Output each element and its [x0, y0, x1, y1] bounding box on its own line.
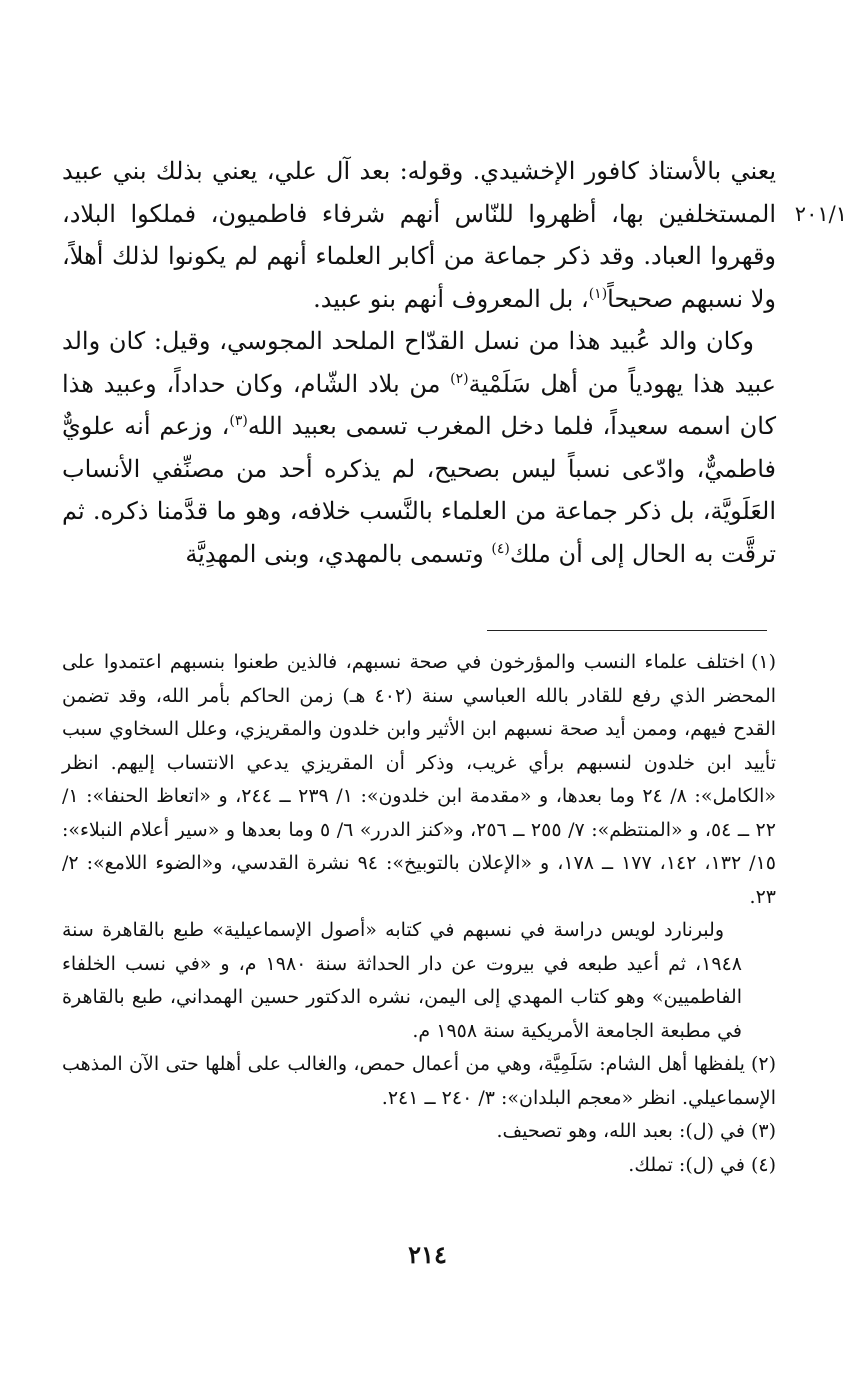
- footnote-separator: [487, 630, 767, 631]
- footnote-text: اختلف علماء النسب والمؤرخون في صحة نسبهم، فالذين طعنوا بنسبهم اعتمدوا على المحضر الذي رفع للقادر بالله العباسي سنة (٤٠٢ هـ) زمن الحاكم بأمر الله، وقد تضمن القدح فيهم، وممن أيد صحة نسبهم ابن الأثير وابن خلدون والمقريزي، وعلل السخاوي سبب تأييد ابن خلدون لنسبهم برأي غريب، وذكر أن المقريزي يدعي الانتساب إليهم. انظر «الكامل»: ٨/ ٢٤ وما بعدها، و «مقدمة ابن خلدون»: ١/ ٢٣٩ ــ ٢٤٤، و «اتعاظ الحنفا»: ١/ ٢٢ ــ ٥٤، و «المنتظم»: ٧/ ٢٥٥ ــ ٢٥٦، و«كنز الدرر» ٦/ ٥ وما بعدها و «سير أعلام النبلاء»: ١٥/ ١٣٢، ١٤٢، ١٧٧ ــ ١٧٨، و «الإعلان بالتوبيخ»: ٩٤ نشرة القدسي، و«الضوء اللامع»: ٢/ ٢٣.: [62, 651, 777, 908]
- text-segment: وتسمى بالمهدي، وبنى المهدِيَّة: [185, 539, 492, 568]
- footnotes: [62, 646, 776, 1182]
- footnote-number: (٤): [750, 1153, 776, 1176]
- footnote-1: [62, 646, 776, 1048]
- text-segment: يعني بالأستاذ كافور الإخشيدي. وقوله: بعد آل علي، يعني بذلك بني عبيد المستخلفين بها، أظهروا للنّاس أنهم شرفاء فاطميون، فملكوا البلاد، وقهروا العباد. وقد ذكر جماعة من أكابر العلماء أنهم لم يكونوا لذلك أهلاً، ولا نسبهم صحيحاً: [62, 157, 777, 313]
- footnote-4: [62, 1149, 776, 1183]
- footnote-continuation: ولبرنارد لويس دراسة في نسبهم في كتابه «أصول الإسماعيلية» طبع بالقاهرة سنة ١٩٤٨، ثم أعيد طبعه في بيروت عن دار الحداثة سنة ١٩٨٠ م، و «في نسب الخلفاء الفاطميين» وهو كتاب المهدي إلى اليمن، نشره الدكتور حسين الهمداني، طبع بالقاهرة في مطبعة الجامعة الأمريكية سنة ١٩٥٨ م.: [62, 919, 742, 1042]
- footnote-number: (٢): [750, 1053, 776, 1075]
- footnote-number: (٣): [750, 1120, 776, 1142]
- footnote-3: [62, 1115, 776, 1149]
- main-paragraph-2: [62, 320, 776, 575]
- footnote-ref-3: (٣): [229, 413, 248, 429]
- footnote-text: يلفظها أهل الشام: سَلَمِيَّة، وهي من أعمال حمص، والغالب على أهلها حتى الآن المذهب الإسماعيلي. انظر «معجم البلدان»: ٣/ ٢٤٠ ــ ٢٤١.: [62, 1053, 776, 1109]
- text-segment: ، وزعم أنه علويٌّ فاطميٌّ، وادّعى نسباً ليس بصحيح، لم يذكره أحد من مصنِّفي الأنساب العَلَويَّة، بل ذكر جماعة من العلماء بالنَّسب خلافه، وهو ما قدَّمنا ذكره. ثم ترقَّت به الحال إلى أن ملك: [62, 412, 776, 568]
- page-number: ٢١٤: [408, 1240, 447, 1269]
- footnote-text: في (ل): تملك.: [628, 1153, 745, 1176]
- footnote-2: [62, 1048, 776, 1115]
- footnote-ref-2: (٢): [450, 370, 469, 387]
- text-segment: من بلاد الشّام، وكان حداداً، وعبيد هذا كان اسمه سعيداً، فلما دخل المغرب تسمى بعبيد الله: [62, 369, 776, 440]
- footnote-ref-1: (١): [588, 285, 608, 302]
- margin-reference: ٢٠١/١: [794, 202, 847, 226]
- text-segment: ، بل المعروف أنهم بنو عبيد.: [313, 284, 589, 313]
- text-segment: وكان والد عُبيد هذا من نسل القدّاح الملحد المجوسي، وقيل: كان والد عبيد هذا يهودياً من أهل سَلَمْية: [62, 327, 777, 398]
- footnote-text: في (ل): بعبد الله، وهو تصحيف.: [496, 1120, 745, 1142]
- main-text: [62, 150, 776, 575]
- footnote-ref-4: (٤): [491, 540, 510, 557]
- footnote-number: (١): [750, 651, 776, 673]
- main-paragraph-1: [62, 150, 776, 320]
